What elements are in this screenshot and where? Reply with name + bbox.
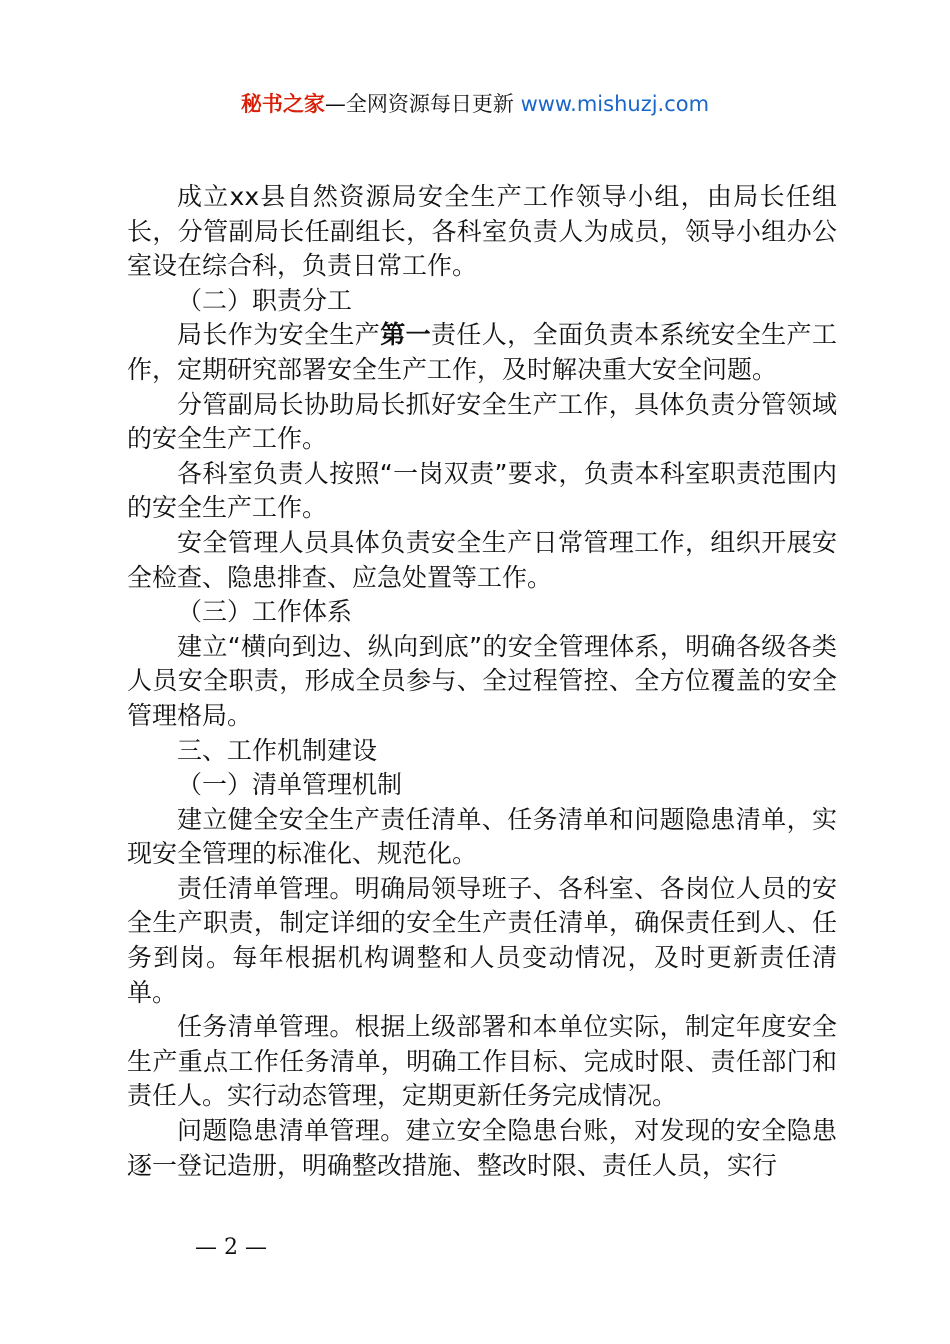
paragraph: 建立“横向到边、纵向到底”的安全管理体系，明确各级各类人员安全职责，形成全员参与、全过程管控、全方位覆盖的安全管理格局。 xyxy=(127,631,837,730)
section-heading: （一）清单管理机制 xyxy=(177,770,403,800)
header-separator: — xyxy=(324,92,346,116)
paragraph: 问题隐患清单管理。建立安全隐患台账，对发现的安全隐患逐一登记造册，明确整改措施、整改时限、责任人员，实行 xyxy=(127,1116,837,1180)
page-header xyxy=(0,86,950,122)
paragraph: 安全管理人员具体负责安全生产日常管理工作，组织开展安全检查、隐患排查、应急处置等工作。 xyxy=(127,527,837,592)
paragraph: 成立xx县自然资源局安全生产工作领导小组，由局长任组长，分管副局长任副组长，各科室负责人为成员，领导小组办公室设在综合科，负责日常工作。 xyxy=(127,182,837,281)
chapter-heading: 三、工作机制建设 xyxy=(177,735,378,765)
bold-emphasis: 第一 xyxy=(380,320,431,350)
section-heading: （二）职责分工 xyxy=(177,285,353,315)
paragraph: 建立健全安全生产责任清单、任务清单和问题隐患清单，实现安全管理的标准化、规范化。 xyxy=(127,804,837,869)
paragraph: 任务清单管理。根据上级部署和本单位实际，制定年度安全生产重点工作任务清单，明确工作目标、完成时限、责任部门和责任人。实行动态管理，定期更新任务完成情况。 xyxy=(127,1012,837,1111)
page-number: — 2 — xyxy=(195,1235,267,1260)
paragraph: 局长作为安全生产第一责任人，全面负责本系统安全生产工作，定期研究部署安全生产工作，及时解决重大安全问题。 xyxy=(127,320,837,384)
site-brand: 秘书之家 xyxy=(240,92,325,116)
site-url-link[interactable]: www.mishuzj.com xyxy=(520,92,710,116)
paragraph: 各科室负责人按照“一岗双责”要求，负责本科室职责范围内的安全生产工作。 xyxy=(127,458,837,523)
paragraph: 责任清单管理。明确局领导班子、各科室、各岗位人员的安全生产职责，制定详细的安全生产责任清单，确保责任到人、任务到岗。每年根据机构调整和人员变动情况，及时更新责任清单。 xyxy=(127,873,837,1007)
header-tagline: 全网资源每日更新 xyxy=(345,92,521,116)
document-body xyxy=(127,180,837,1183)
section-heading: （三）工作体系 xyxy=(177,597,353,627)
paragraph: 分管副局长协助局长抓好安全生产工作，具体负责分管领域的安全生产工作。 xyxy=(127,389,837,454)
